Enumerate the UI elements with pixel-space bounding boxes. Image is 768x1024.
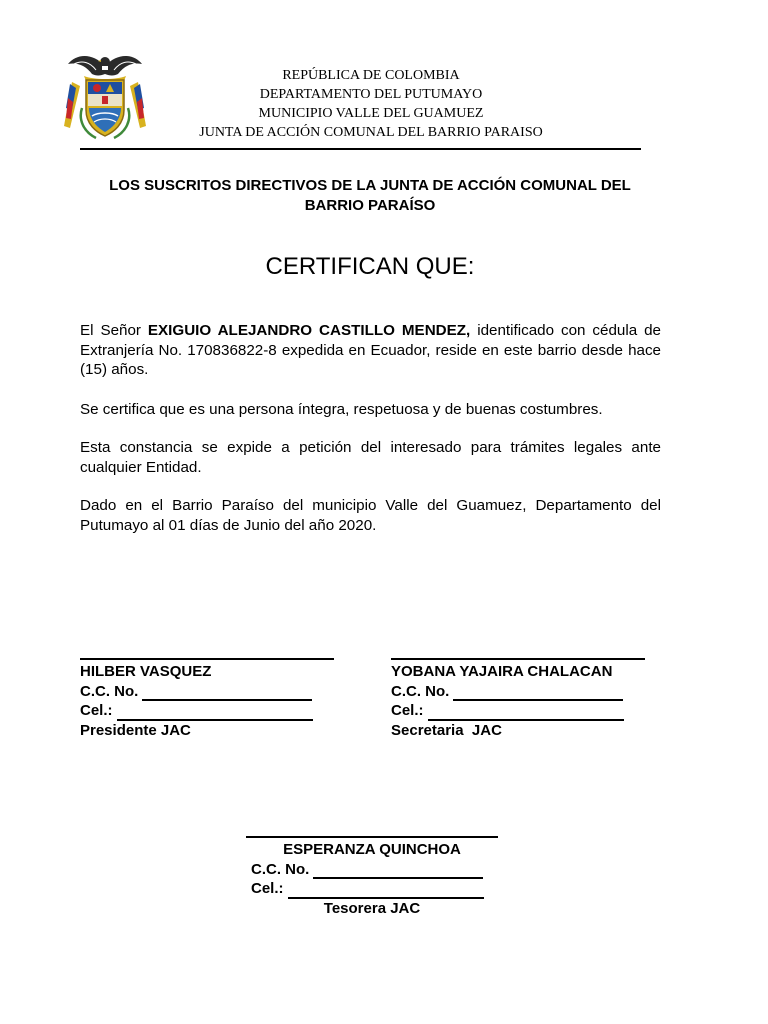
signature-block-president <box>80 658 340 740</box>
paragraph-resident-rest: identificado con cédula de Extranjería No. 170836822-8 expedida en Ecuador, reside en este barrio desde hace (15) años. <box>80 322 661 378</box>
phone-label: Cel.: <box>251 880 284 897</box>
phone-blank <box>288 884 484 899</box>
letterhead <box>150 66 592 142</box>
id-number-blank <box>142 686 312 701</box>
id-number-blank <box>453 686 623 701</box>
id-number-row <box>391 682 651 702</box>
letterhead-line-municipality: MUNICIPIO VALLE DEL GUAMUEZ <box>258 106 484 121</box>
certificate-title: CERTIFICAN QUE: <box>265 253 475 280</box>
letterhead-line-country: REPÚBLICA DE COLOMBIA <box>282 68 460 83</box>
intro-line-2: BARRIO PARAÍSO <box>304 197 436 214</box>
id-number-label: C.C. No. <box>80 682 139 700</box>
paragraph-resident <box>80 321 661 380</box>
id-number-label: C.C. No. <box>391 682 450 700</box>
signature-block-secretary <box>391 658 651 740</box>
coat-of-arms-icon <box>62 48 148 144</box>
paragraph-character: Se certifica que es una persona íntegra, respetuosa y de buenas costumbres. <box>80 401 603 418</box>
intro-line-1: LOS SUSCRITOS DIRECTIVOS DE LA JUNTA DE ACCIÓN COMUNAL DEL <box>109 177 631 194</box>
letterhead-line-department: DEPARTAMENTO DEL PUTUMAYO <box>259 87 483 102</box>
resident-name: EXIGUIO ALEJANDRO CASTILLO MENDEZ, <box>147 322 471 339</box>
intro-heading <box>70 176 670 216</box>
phone-row <box>391 701 651 721</box>
phone-row <box>80 701 340 721</box>
phone-label: Cel.: <box>391 702 424 719</box>
phone-row <box>246 879 506 899</box>
signature-block-treasurer <box>246 836 506 918</box>
signer-name: YOBANA YAJAIRA CHALACAN <box>391 663 613 680</box>
signer-role: Tesorera JAC <box>323 899 421 917</box>
id-number-label: C.C. No. <box>251 860 310 878</box>
signer-role: Presidente JAC <box>80 721 191 739</box>
paragraph-resident-prefix: El Señor <box>80 322 148 339</box>
signature-line <box>246 836 498 838</box>
paragraph-date: Dado en el Barrio Paraíso del municipio Valle del Guamuez, Departamento del Putumayo al 01 días de Junio del año 2020. <box>80 497 661 534</box>
letterhead-line-junta: JUNTA DE ACCIÓN COMUNAL DEL BARRIO PARAISO <box>199 125 543 140</box>
header-divider <box>80 148 641 150</box>
phone-blank <box>428 706 624 721</box>
signer-name: HILBER VASQUEZ <box>80 663 212 680</box>
phone-label: Cel.: <box>80 702 113 719</box>
phone-blank <box>117 706 313 721</box>
id-number-row <box>80 682 340 702</box>
id-number-row <box>246 860 506 880</box>
paragraph-purpose: Esta constancia se expide a petición del interesado para trámites legales ante cualquier Entidad. <box>80 439 661 476</box>
signature-line <box>80 658 334 660</box>
id-number-blank <box>313 864 483 879</box>
signer-role: Secretaria JAC <box>391 721 502 739</box>
signer-name: ESPERANZA QUINCHOA <box>283 841 461 858</box>
signature-line <box>391 658 645 660</box>
